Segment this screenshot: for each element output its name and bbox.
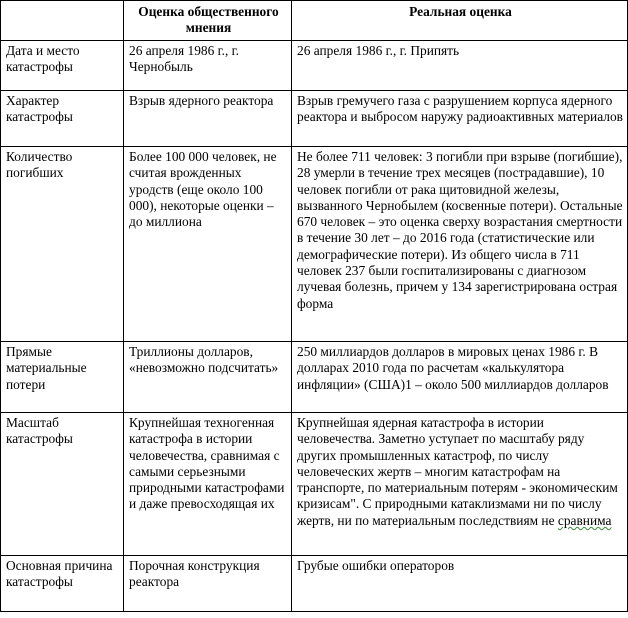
table-row [1, 91, 628, 147]
real-assessment-cell: Грубые ошибки операторов [292, 556, 628, 612]
table-row [1, 413, 628, 556]
real-assessment-cell: Не более 711 человек: 3 погибли при взрыве (погибшие), 28 умерли в течение трех месяцев (пострадавшие), 10 человек погибли от рака щитовидной железы, вызванного Чернобылем (косвенные потери). Остальные 670 человек – это оценка сверху возрастания смертности в течение 30 лет – до 2016 года (статистические или демографические потери). Из общего числа в 711 человек 237 были госпитализированы с диагнозом лучевая болезнь, причем у 134 зарегистрирована острая форма [292, 147, 628, 342]
criterion-cell: Прямые материальные потери [1, 342, 124, 413]
table-row [1, 556, 628, 612]
public-opinion-cell: Крупнейшая техногенная катастрофа в истории человечества, сравнимая с самыми серьезными природными катастрофами и даже превосходящая их [124, 413, 292, 556]
table-row [1, 41, 628, 91]
table-row [1, 147, 628, 342]
public-opinion-cell: 26 апреля 1986 г., г. Чернобыль [124, 41, 292, 91]
header-public-opinion: Оценка общественного мнения [124, 1, 292, 41]
criterion-cell: Основная причина катастрофы [1, 556, 124, 612]
header-criterion [1, 1, 124, 41]
spellcheck-underlined-word: сравнима [557, 512, 612, 528]
criterion-cell: Количество погибших [1, 147, 124, 342]
public-opinion-cell: Более 100 000 человек, не считая врожденных уродств (еще около 100 000), некоторые оценки – до миллиона [124, 147, 292, 342]
criterion-cell: Масштаб катастрофы [1, 413, 124, 556]
header-row [1, 1, 628, 41]
real-assessment-cell: 250 миллиардов долларов в мировых ценах 1986 г. В долларах 2010 года по расчетам «калькулятора инфляции» (США)1 – около 500 миллиардов долларов [292, 342, 628, 413]
real-assessment-cell: 26 апреля 1986 г., г. Припять [292, 41, 628, 91]
public-opinion-cell: Взрыв ядерного реактора [124, 91, 292, 147]
public-opinion-cell: Порочная конструкция реактора [124, 556, 292, 612]
table-row [1, 342, 628, 413]
public-opinion-cell: Триллионы долларов, «невозможно подсчитать» [124, 342, 292, 413]
real-assessment-text: Крупнейшая ядерная катастрофа в истории человечества. Заметно уступает по масштабу ряду других промышленных катастроф, по числу человеческих жертв – многим катастрофам на транспорте, по материальным потерям - экономическим кризисам". С природными катаклизмами ни по числу жертв, ни по материальным последствиям не [297, 415, 618, 528]
criterion-cell: Дата и место катастрофы [1, 41, 124, 91]
real-assessment-cell [292, 413, 628, 556]
real-assessment-cell: Взрыв гремучего газа с разрушением корпуса ядерного реактора и выбросом наружу радиоактивных материалов [292, 91, 628, 147]
header-real-assessment: Реальная оценка [292, 1, 628, 41]
criterion-cell: Характер катастрофы [1, 91, 124, 147]
